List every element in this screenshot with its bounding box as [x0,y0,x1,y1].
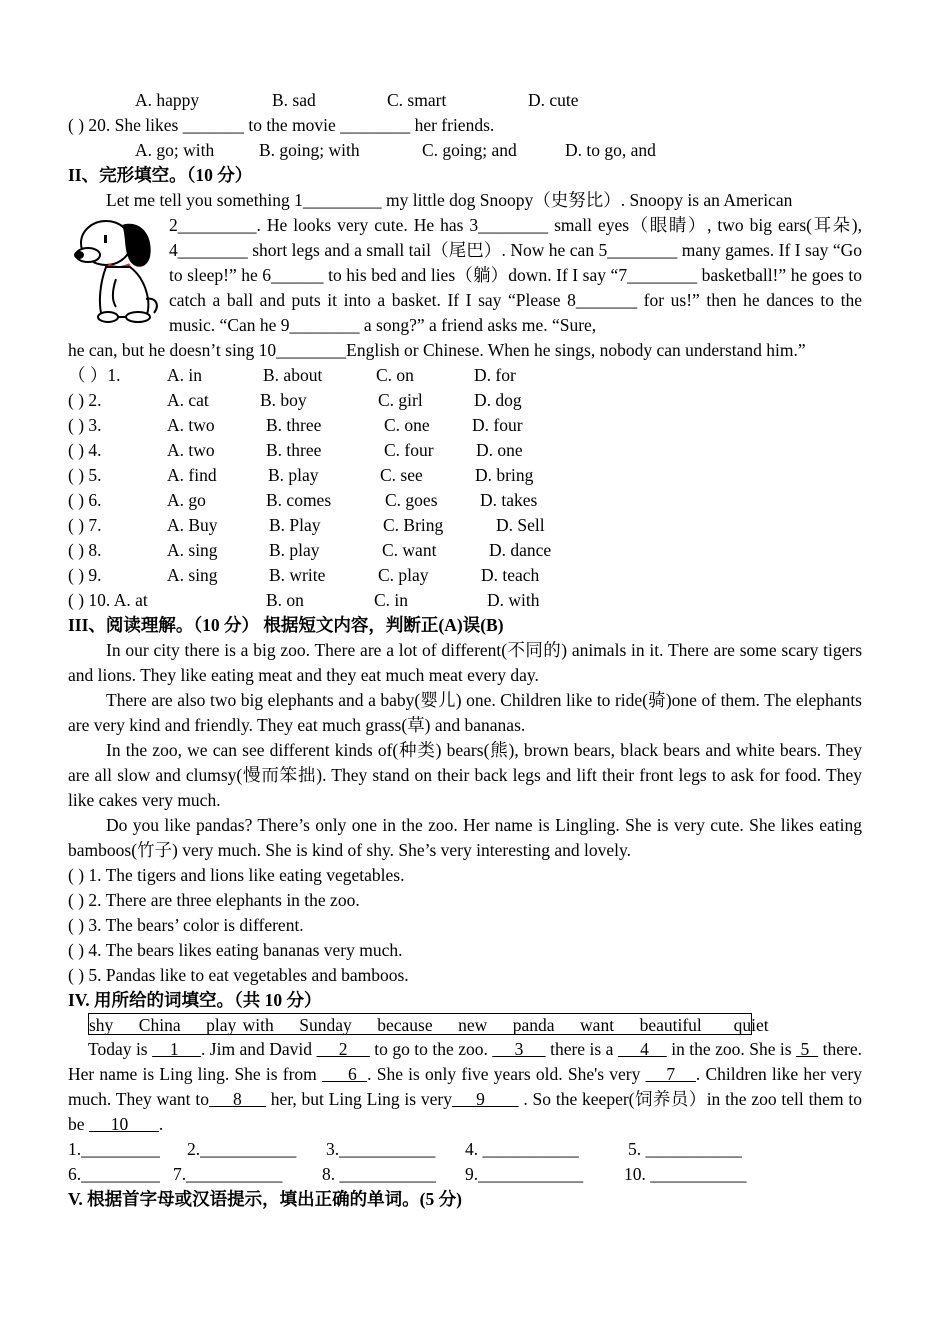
question-number: ( ) 8. [68,540,102,560]
reading-paragraph: In the zoo, we can see different kinds of(种类) bears(熊), brown bears, black bears and white bears. They are all slow and clumsy(慢而笨拙). They stand on their back legs and lift their front legs to ask for food. They like cakes very much. [68,740,862,810]
true-false-statement: ( ) 4. The bears likes eating bananas very much. [68,940,403,960]
section2-heading: II、完形填空。（10 分） [68,165,253,185]
cloze-tail-text: he can, but he doesn’t sing 10________English or Chinese. When he sings, nobody can understand him.” [68,340,806,360]
question-number: ( ) 7. [68,515,102,535]
option: B. boy [260,390,307,410]
option: B. sad [272,90,316,110]
option: D. takes [480,490,538,510]
option: C. see [380,465,423,485]
option: C. goes [385,490,438,510]
section5-heading: V. 根据首字母或汉语提示，填出正确的单词。(5 分) [68,1189,462,1209]
option: A. sing [167,540,218,560]
passage-text: . Children like her very much. They want to [68,1064,863,1109]
question-number: ( ) 2. [68,390,102,410]
question-row [68,538,862,563]
true-false-statement: ( ) 3. The bears’ color is different. [68,915,304,935]
option: A. sing [167,565,218,585]
passage-text: . So the keeper(饲养员）in the zoo tell them to be [68,1089,862,1134]
answer-blank[interactable]: 8. ___________ [322,1164,436,1184]
question-number: ( ) 10. A. at [68,590,148,610]
option: D. teach [481,565,540,585]
passage-text: her, but Ling Ling is very [265,1089,453,1109]
q19-options [68,88,862,113]
question-row [68,363,862,388]
question-row [68,388,862,413]
blank: 5 [796,1039,819,1059]
option: B. on [266,590,304,610]
question-row [68,588,862,613]
word-bank-box: shy China play with Sunday because new panda want beautiful quiet [89,1015,769,1035]
option: B. about [263,365,323,385]
snoopy-dog-illustration [72,213,162,325]
option: B. comes [266,490,332,510]
cloze-questions [68,363,862,613]
q20-options [68,138,862,163]
option: A. go [167,490,206,510]
question-number: （ ）1. [68,365,121,385]
option: D. dog [474,390,522,410]
option: C. one [384,415,430,435]
option: A. happy [135,90,200,110]
cloze-wrapped-text: 2_________. He looks very cute. He has 3________ small eyes（眼睛）, two big ears(耳朵), 4________ short legs and a small tail（尾巴）. Now he can 5________ many games. If I say “Go to sleep!” he 6______ to his bed and lies（躺）down. If I say “7________ basketball!” he goes to catch a ball and puts it into a basket. If I say “Please 8_______ for us!” then he dances to the music. “Can he 9________ a song?” a friend asks me. “Sure, [169,215,862,335]
question-number: ( ) 9. [68,565,102,585]
cloze-line1: Let me tell you something 1_________ my little dog Snoopy（史努比）. Snoopy is an American [106,190,793,210]
answer-blank[interactable]: 5. ___________ [628,1139,742,1159]
worksheet-page [68,88,862,1212]
section4-heading: IV. 用所给的词填空。（共 10 分） [68,990,322,1010]
option: C. smart [387,90,447,110]
question-number: ( ) 3. [68,415,102,435]
passage-text: Today is [88,1039,153,1059]
option: B. three [266,415,322,435]
option: C. girl [378,390,423,410]
option: A. two [167,415,215,435]
question-row [68,438,862,463]
answer-blank[interactable]: 9.____________ [465,1164,584,1184]
option: D. dance [489,540,552,560]
answer-row [68,1162,862,1187]
option: A. cat [167,390,209,410]
option: D. four [472,415,523,435]
answer-blank[interactable]: 4. ___________ [465,1139,579,1159]
fill-in-passage [68,1037,862,1137]
reading-paragraph: In our city there is a big zoo. There are a lot of different(不同的) animals in it. There are some scary tigers and lions. They like eating meat and they eat much meat every day. [68,640,862,685]
reading-paragraph: Do you like pandas? There’s only one in the zoo. Her name is Lingling. She is very cute. She likes eating bamboos(竹子) very much. She is kind of shy. She’s very interesting and lovely. [68,815,862,860]
true-false-statement: ( ) 2. There are three elephants in the zoo. [68,890,360,910]
blank: 3 [492,1039,546,1059]
option: B. three [266,440,322,460]
passage-text: . She is only five years old. She's very [367,1064,646,1084]
passage-text: in the zoo. She is [666,1039,797,1059]
option: A. find [167,465,217,485]
option: A. two [167,440,215,460]
reading-paragraph: There are also two big elephants and a baby(婴儿) one. Children like to ride(骑)one of them. The elephants are very kind and friendly. They eat much grass(草) and bananas. [68,690,862,735]
option: C. in [374,590,409,610]
question-row [68,513,862,538]
answer-row [68,1137,862,1162]
q20-stem: ( ) 20. She likes _______ to the movie ________ her friends. [68,115,495,135]
question-row [68,563,862,588]
option: D. Sell [496,515,545,535]
option: A. Buy [167,515,218,535]
answer-blank[interactable]: 2.___________ [187,1139,297,1159]
option: C. Bring [383,515,444,535]
option: B. play [269,540,320,560]
option: B. going; with [259,140,360,160]
option: C. four [384,440,434,460]
blank: 6 [322,1064,368,1084]
option: D. to go, and [565,140,656,160]
answer-blank[interactable]: 3.___________ [326,1139,436,1159]
option: D. for [474,365,516,385]
option: D. one [476,440,523,460]
true-false-statement: ( ) 1. The tigers and lions like eating vegetables. [68,865,405,885]
option: B. Play [269,515,321,535]
blank: 8 [208,1089,266,1109]
passage-text: to go to the zoo. [369,1039,493,1059]
question-row [68,463,862,488]
option: A. in [167,365,202,385]
passage-text: . Jim and David [200,1039,317,1059]
passage-text: . [158,1114,164,1134]
cloze-passage [68,188,862,363]
answer-blank[interactable]: 1._________ [68,1139,160,1159]
section3-heading: III、阅读理解。（10 分） 根据短文内容，判断正(A)误(B) [68,615,504,635]
question-number: ( ) 6. [68,490,102,510]
option: C. play [378,565,429,585]
option: D. with [487,590,540,610]
true-false-statement: ( ) 5. Pandas like to eat vegetables and bamboos. [68,965,409,985]
passage-text: there is a [545,1039,618,1059]
option: A. go; with [135,140,215,160]
option: D. cute [528,90,579,110]
question-number: ( ) 4. [68,440,102,460]
answer-blank[interactable]: 6._________ [68,1164,160,1184]
blank: 1 [152,1039,201,1059]
blank: 4 [617,1039,667,1059]
answer-blank[interactable]: 7.___________ [173,1164,283,1184]
answer-blank[interactable]: 10. ___________ [624,1164,747,1184]
option: B. write [269,565,326,585]
blank: 7 [645,1064,696,1084]
blank: 2 [316,1039,370,1059]
option: B. play [268,465,319,485]
passage-text: there. Her name is Ling ling. She is from [68,1039,863,1084]
question-number: ( ) 5. [68,465,102,485]
option: D. bring [475,465,534,485]
option: C. want [382,540,437,560]
blank: 10 [88,1114,159,1134]
option: C. going; and [422,140,517,160]
blank: 9 [452,1089,519,1109]
question-row [68,413,862,438]
option: C. on [376,365,414,385]
question-row [68,488,862,513]
